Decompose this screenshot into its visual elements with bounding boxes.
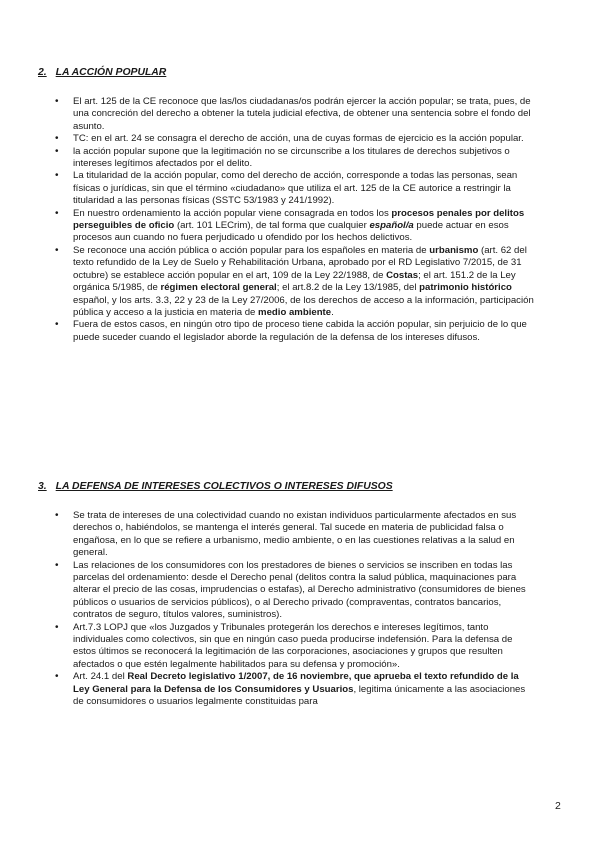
bold-text: urbanismo [429, 244, 479, 256]
bold-text: Costas [386, 269, 419, 281]
text-run: la acción popular supone que la legitimación no se circunscribe a los titulares de derechos subjetivos o intereses legítimos afectados por el delito. [73, 145, 510, 170]
bullet-item [55, 96, 537, 133]
text-run: La titularidad de la acción popular, como del derecho de acción, corresponde a todas las personas, sean físicas o jurídicas, sin que el término «ciudadano» que utiliza el art. 125 de la CE autorice a restringir la titularidad a las personas físicas (SSTC 53/1983 y 241/1992). [73, 170, 518, 207]
text-run: (art. 62 del texto refundido de la Ley de Suelo y Rehabilitación Urbana, aprobado por el RD Legislativo 7/2015, de 31 octubre) se establece acción popular en el art, 109 de la Ley 22/1988, de [73, 244, 527, 281]
text-run: Art. 24.1 del [73, 671, 128, 683]
text-run: Se trata de intereses de una colectividad cuando no existan individuos particularmente afectados en sus derechos o, habiéndolos, se mantenga el interés general. Tal sucede en materia de publicidad falsa o engañosa, en lo que se refiere a urbanismo, medio ambiente, o en las cuestiones relativas a la salud en general. [73, 510, 517, 559]
text-run: Art.7.3 LOPJ que «los Juzgados y Tribunales protegerán los derechos e intereses legítimos, tanto individuales como colectivos, sin que en ningún caso pueda producirse indefensión. Para la defensa de estos últimos se reconocerá la legitimación de las corporaciones, asociaciones y grupos que resulten afectados o que estén legalmente habilitados para su defensa y promoción». [73, 621, 513, 670]
text-run: (art. 101 LECrim), de tal forma que cualquier [174, 220, 370, 232]
text-run: ; el art. 151.2 de la Ley orgánica 5/1985, de [73, 269, 516, 294]
text-run: TC: en el art. 24 se consagra el derecho de acción, una de cuyas formas de ejercicio es la acción popular. [73, 133, 524, 145]
bullet-item [55, 671, 537, 708]
text-run: español, y los arts. 3.3, 22 y 23 de la Ley 27/2006, de los derechos de acceso a la información, participación pública y acceso a la justicia en materia de [73, 294, 534, 318]
section-2-number: 2. [38, 67, 47, 78]
bullet-item [55, 319, 537, 344]
text-run: ; el art.8.2 de la Ley 13/1985, del [276, 282, 420, 294]
section-2-bullet-list [55, 96, 537, 344]
section-3-number: 3. [38, 481, 47, 492]
bullet-item [55, 133, 537, 145]
bold-text: procesos penales por delitos perseguibles de oficio [73, 207, 525, 232]
text-run: puede actuar en esos procesos aun cuando no fuera perjudicado u ofendido por los hechos delictivos. [73, 220, 509, 244]
text-run: En nuestro ordenamiento la acción popular viene consagrada en todos los [73, 207, 392, 219]
text-run: Se reconoce una acción pública o acción popular para los españoles en materia de [73, 244, 430, 256]
text-run: Las relaciones de los consumidores con los prestadores de bienes o servicios se inscriben en todas las parcelas del ordenamiento: desde el Derecho penal (delitos contra la salud pública, maquinaciones para alterar el precio de las cosas, imprudencias o estafas), al Derecho administrativo (consumidores de bienes públicos o usuarios de servicios públicos), o al Derecho privado (compraventas, contratos bancarios, contratos de seguro, títulos valores, suministros). [73, 559, 526, 621]
text-run: . [331, 306, 334, 318]
bold-text: patrimonio histórico [419, 282, 512, 294]
bullet-item [55, 170, 537, 207]
bullet-item [55, 245, 537, 319]
bullet-item [55, 146, 537, 171]
section-3-bullet-list [55, 510, 537, 709]
text-run: , legitima únicamente a las asociaciones de consumidores o usuarios legalmente constituidas para [73, 683, 526, 708]
section-3-title: LA DEFENSA DE INTERESES COLECTIVOS O INTERESES DIFUSOS [55, 481, 393, 492]
text-run: El art. 125 de la CE reconoce que las/los ciudadanas/os podrán ejercer la acción popular; se trata, pues, de una concreción del derecho a obtener la tutela judicial efectiva, de obtener una sentencia sobre el fondo del asunto. [73, 96, 531, 132]
section-2-heading [38, 67, 166, 78]
page-number: 2 [555, 800, 561, 812]
bold-text: Real Decreto legislativo 1/2007, de 16 noviembre, que aprueba el texto refundido de la Ley General para la Defensa de los Consumidores y Usuarios [73, 671, 519, 695]
bold-text: español/a [369, 220, 414, 232]
bullet-item [55, 510, 537, 560]
section-3-heading [38, 481, 393, 492]
section-2-title: LA ACCIÓN POPULAR [55, 67, 167, 78]
text-run: Fuera de estos casos, en ningún otro tipo de proceso tiene cabida la acción popular, sin perjuicio de lo que puede suceder cuando el legislador aborde la regulación de la defensa de los intereses difusos. [73, 319, 527, 343]
bold-text: medio ambiente [258, 306, 332, 318]
bullet-item [55, 208, 537, 245]
bold-text: régimen electoral general [160, 282, 277, 294]
bullet-item [55, 560, 537, 622]
bullet-item [55, 622, 537, 672]
